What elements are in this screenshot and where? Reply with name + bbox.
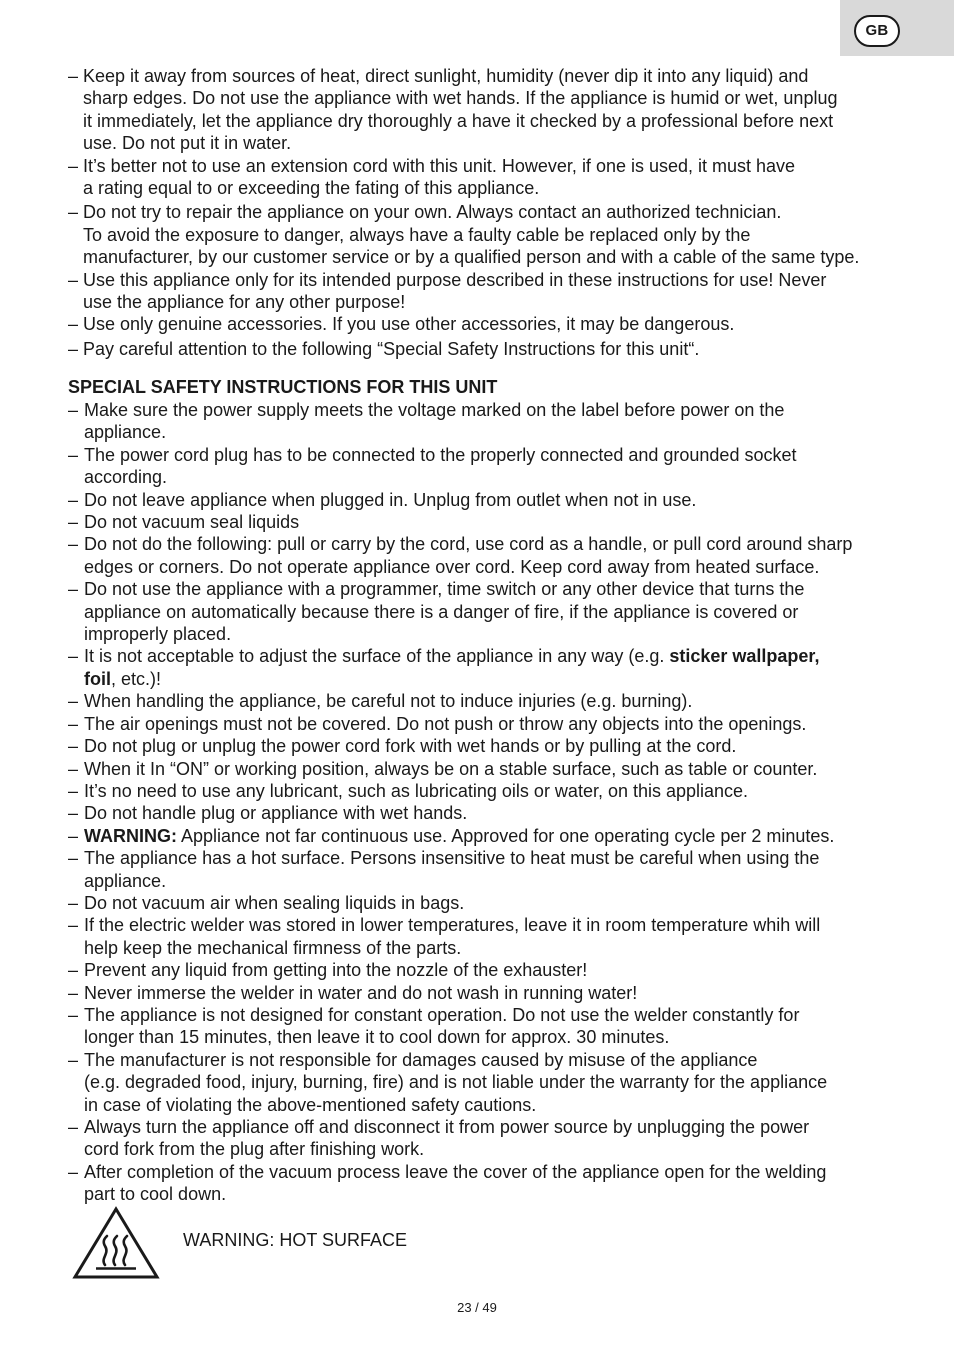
bullet-dash: – bbox=[68, 338, 79, 359]
list-item bbox=[68, 780, 908, 802]
item-text-line: The appliance is not designed for constant operation. Do not use the welder constantly for bbox=[84, 1004, 800, 1025]
item-text-line: part to cool down. bbox=[84, 1184, 227, 1205]
bullet-dash: – bbox=[68, 848, 79, 869]
item-text-line: appliance. bbox=[84, 870, 167, 891]
bullet-dash: – bbox=[68, 314, 79, 335]
item-text-line: according. bbox=[84, 467, 168, 488]
item-text-line: Do not handle plug or appliance with wet hands. bbox=[84, 803, 468, 824]
item-text-line: Do not plug or unplug the power cord fork with wet hands or by pulling at the cord. bbox=[84, 736, 737, 757]
special-safety-list bbox=[68, 399, 908, 1206]
item-emphasis: sticker wallpaper, bbox=[669, 646, 820, 667]
item-text: , etc.)! bbox=[111, 668, 162, 689]
item-text: Appliance not far continuous use. Approved for one operating cycle per 2 minutes. bbox=[177, 825, 835, 846]
bullet-dash: – bbox=[68, 1004, 79, 1025]
bullet-dash: – bbox=[68, 155, 79, 176]
bullet-dash: – bbox=[68, 892, 79, 913]
list-item bbox=[68, 533, 908, 578]
item-emphasis: foil bbox=[84, 668, 111, 689]
item-text-line: cord fork from the plug after finishing work. bbox=[84, 1139, 425, 1160]
item-text-line: (e.g. degraded food, injury, burning, fire) and is not liable under the warranty for the appliance bbox=[84, 1072, 828, 1093]
list-item bbox=[68, 1161, 908, 1206]
list-item bbox=[68, 338, 908, 360]
bullet-dash: – bbox=[68, 758, 79, 779]
item-text-line: Make sure the power supply meets the voltage marked on the label before power on the bbox=[84, 400, 785, 420]
bullet-dash: – bbox=[68, 736, 79, 757]
bullet-dash: – bbox=[68, 915, 79, 936]
list-item bbox=[68, 399, 908, 444]
item-text-line: appliance. bbox=[84, 422, 167, 443]
list-item bbox=[68, 735, 908, 757]
bullet-dash: – bbox=[68, 512, 79, 533]
item-text-line: Do not do the following: pull or carry by the cord, use cord as a handle, or pull cord around sharp bbox=[84, 534, 853, 555]
list-item bbox=[68, 155, 908, 200]
bullet-dash: – bbox=[68, 269, 79, 290]
section-heading: SPECIAL SAFETY INSTRUCTIONS FOR THIS UNIT bbox=[68, 377, 498, 397]
bullet-dash: – bbox=[68, 713, 79, 734]
list-item bbox=[68, 645, 908, 690]
item-text-line: It’s no need to use any lubricant, such as lubricating oils or water, on this appliance. bbox=[84, 780, 749, 801]
item-text-line: It’s better not to use an extension cord with this unit. However, if one is used, it must have bbox=[83, 155, 796, 176]
item-text-line: When it In “ON” or working position, always be on a stable surface, such as table or counter. bbox=[84, 758, 818, 779]
list-item bbox=[68, 914, 908, 959]
item-text-line: a rating equal to or exceeding the fating of this appliance. bbox=[83, 178, 540, 199]
item-text: It is not acceptable to adjust the surface of the appliance in any way (e.g. bbox=[84, 646, 670, 667]
bullet-dash: – bbox=[68, 960, 79, 981]
item-text-line: To avoid the exposure to danger, always have a faulty cable be replaced only by the bbox=[83, 224, 751, 245]
item-text-line: it immediately, let the appliance dry thoroughly a have it checked by a professional before next bbox=[83, 110, 834, 131]
list-item bbox=[68, 444, 908, 489]
list-item bbox=[68, 825, 908, 847]
list-item bbox=[68, 511, 908, 533]
list-item bbox=[68, 489, 908, 511]
item-text-line: edges or corners. Do not operate appliance over cord. Keep cord away from heated surface. bbox=[84, 556, 820, 577]
bullet-dash: – bbox=[68, 1117, 79, 1137]
item-text-line: Do not vacuum seal liquids bbox=[84, 512, 300, 533]
hot-surface-label: WARNING: HOT SURFACE bbox=[183, 1230, 408, 1250]
item-text-line: Do not vacuum air when sealing liquids in bags. bbox=[84, 892, 465, 913]
list-item bbox=[68, 313, 908, 335]
item-text-line bbox=[84, 668, 908, 690]
list-item bbox=[68, 758, 908, 780]
item-text-line: Never immerse the welder in water and do not wash in running water! bbox=[84, 982, 638, 1003]
bullet-dash: – bbox=[68, 444, 79, 465]
language-badge: GB bbox=[854, 15, 900, 47]
language-tab bbox=[840, 0, 954, 56]
item-text-line: Use this appliance only for its intended purpose described in these instructions for use! Never bbox=[83, 269, 827, 290]
bullet-dash: – bbox=[68, 66, 79, 86]
list-item bbox=[68, 65, 908, 155]
list-item bbox=[68, 1049, 908, 1116]
item-text-line: If the electric welder was stored in lower temperatures, leave it in room temperature whih will bbox=[84, 915, 821, 936]
item-text-line: Keep it away from sources of heat, direct sunlight, humidity (never dip it into any liquid) and bbox=[83, 66, 809, 86]
list-item bbox=[68, 959, 908, 981]
bullet-dash: – bbox=[68, 691, 79, 712]
list-item bbox=[68, 847, 908, 892]
item-text-line: Prevent any liquid from getting into the nozzle of the exhauster! bbox=[84, 960, 588, 981]
bullet-dash: – bbox=[68, 803, 79, 824]
item-text-line: help keep the mechanical firmness of the parts. bbox=[84, 937, 462, 958]
list-item bbox=[68, 201, 908, 268]
item-text-line: appliance on automatically because there is a danger of fire, if the appliance is covered or bbox=[84, 601, 799, 622]
bullet-dash: – bbox=[68, 202, 79, 223]
bullet-dash: – bbox=[68, 646, 79, 667]
item-text-line: Do not try to repair the appliance on your own. Always contact an authorized technician. bbox=[83, 202, 782, 223]
item-text-line: Always turn the appliance off and disconnect it from power source by unplugging the power bbox=[84, 1117, 810, 1137]
item-text-line: sharp edges. Do not use the appliance with wet hands. If the appliance is humid or wet, unplug bbox=[83, 88, 838, 109]
list-item bbox=[68, 982, 908, 1004]
warning-label: WARNING: bbox=[84, 825, 177, 846]
bullet-dash: – bbox=[68, 400, 79, 420]
item-text-line: Use only genuine accessories. If you use other accessories, it may be dangerous. bbox=[83, 314, 735, 335]
list-item bbox=[68, 269, 908, 314]
item-text-line: longer than 15 minutes, then leave it to cool down for approx. 30 minutes. bbox=[84, 1027, 670, 1048]
list-item bbox=[68, 578, 908, 645]
item-text-line: After completion of the vacuum process leave the cover of the appliance open for the welding bbox=[84, 1161, 827, 1182]
bullet-dash: – bbox=[68, 982, 79, 1003]
bullet-dash: – bbox=[68, 489, 79, 510]
item-text-line: The manufacturer is not responsible for damages caused by misuse of the appliance bbox=[84, 1049, 758, 1070]
item-text-line: When handling the appliance, be careful not to induce injuries (e.g. burning). bbox=[84, 691, 693, 712]
item-text-line: manufacturer, by our customer service or by a qualified person and with a cable of the same type. bbox=[83, 247, 860, 268]
item-text-line: The air openings must not be covered. Do not push or throw any objects into the openings. bbox=[84, 713, 807, 734]
item-text-line: Pay careful attention to the following “Special Safety Instructions for this unit“. bbox=[83, 338, 700, 359]
bullet-dash: – bbox=[68, 534, 79, 555]
bullet-dash: – bbox=[68, 1161, 79, 1182]
item-text-line: The power cord plug has to be connected to the properly connected and grounded socket bbox=[84, 444, 797, 465]
page-number: 23 / 49 bbox=[457, 1300, 497, 1315]
hot-surface-warning bbox=[72, 1205, 472, 1283]
hot-surface-warning-icon bbox=[72, 1205, 160, 1281]
general-safety-list bbox=[68, 65, 908, 360]
list-item bbox=[68, 1004, 908, 1049]
bullet-dash: – bbox=[68, 825, 79, 846]
list-item bbox=[68, 892, 908, 914]
item-text-line bbox=[84, 825, 908, 847]
item-text-line: use. Do not put it in water. bbox=[83, 133, 292, 154]
item-text-line: improperly placed. bbox=[84, 624, 232, 645]
item-text-line: use the appliance for any other purpose! bbox=[83, 292, 406, 313]
bullet-dash: – bbox=[68, 579, 79, 600]
list-item bbox=[68, 690, 908, 712]
list-item bbox=[68, 802, 908, 824]
list-item bbox=[68, 1116, 908, 1161]
item-text-line: The appliance has a hot surface. Persons insensitive to heat must be careful when using the bbox=[84, 848, 820, 869]
bullet-dash: – bbox=[68, 780, 79, 801]
item-text-line: Do not leave appliance when plugged in. Unplug from outlet when not in use. bbox=[84, 489, 697, 510]
item-text-line: Do not use the appliance with a programmer, time switch or any other device that turns the bbox=[84, 579, 805, 600]
list-item bbox=[68, 713, 908, 735]
item-text-line bbox=[84, 645, 908, 667]
item-text-line: in case of violating the above-mentioned safety cautions. bbox=[84, 1094, 537, 1115]
bullet-dash: – bbox=[68, 1049, 79, 1070]
